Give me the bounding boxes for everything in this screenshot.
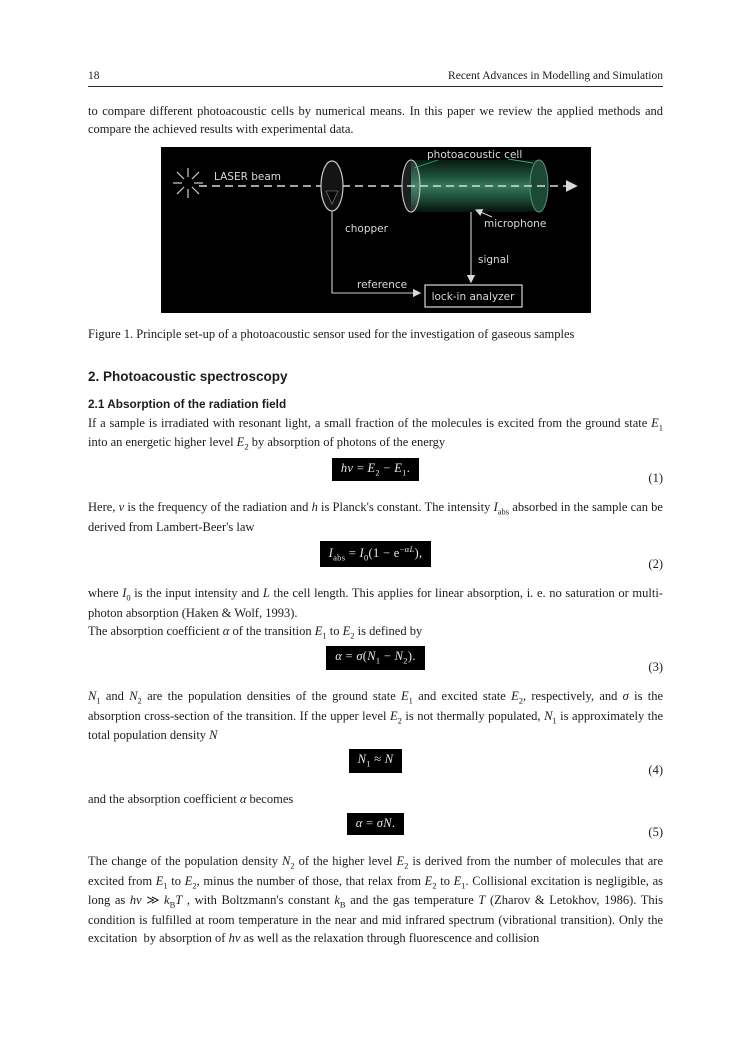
label-photoacoustic-cell: photoacoustic cell (426, 149, 522, 161)
page-number: 18 (88, 70, 100, 82)
label-lock-in-analyzer: lock-in analyzer (431, 291, 514, 303)
paragraph-absorption-intro: If a sample is irradiated with resonant light, a small fraction of the molecules is excited from the ground state $E_1$ into an energetic higher level $E_2$ by absorption of photons of the energy (88, 415, 663, 452)
equation-5-image: α = σN. (347, 813, 405, 835)
equation-4-image: $N_1 \approx N$ (349, 749, 403, 773)
running-title: Recent Advances in Modelling and Simulation (448, 70, 663, 82)
equation-3 (88, 646, 663, 674)
figure-1 (88, 147, 663, 344)
equation-1 (88, 458, 663, 486)
paragraph-intro: to compare different photoacoustic cells by numerical means. In this paper we review the applied methods and compare the achieved results with experimental data. (88, 104, 663, 136)
label-microphone: microphone (483, 218, 546, 230)
equation-1-number: (1) (648, 471, 663, 486)
equation-5 (88, 813, 663, 839)
figure-diagram (161, 147, 591, 313)
paragraph-alpha-def: The absorption coefficient α of the transition $E_1$ to $E_2$ is defined by (88, 623, 423, 641)
subsection-heading: 2.1 Absorption of the radiation field (88, 396, 287, 411)
equation-5-number: (5) (648, 824, 663, 839)
label-chopper: chopper (344, 223, 388, 235)
figure-caption: Figure 1. Principle set-up of a photoacoustic sensor used for the investigation of gaseous samples (88, 327, 575, 341)
photoacoustic-setup-diagram (161, 147, 591, 313)
label-laser-beam: LASER beam (213, 171, 281, 183)
paragraph-change-density: The change of the population density $N_2$ of the higher level $E_2$ is derived from the number of molecules that are excited from $E_1$ to $E_2$, minus the number of those, that relax from $E_2$ to $E_1$. Collisional excitation is negligible, as long as hν ≫ $k_BT$ , with Boltzmann's constant $k_B$ and the gas temperature T (Zharov & Letokhov, 1986). This condition is fulfilled at room temperature in the near and mid infrared spectrum (vibrational transition). Only the excitation by absorption of hν as well as the relaxation through fluorescence and collision (88, 853, 663, 945)
equation-3-image: $\alpha = \sigma(N_1 - N_2)$. (326, 646, 425, 670)
paragraph-lambert: where $I_0$ is the input intensity and L the cell length. This applies for linear absorption, i. e. no saturation or multi-photon absorption (Haken & Wolf, 1993). (88, 585, 663, 620)
page-header (88, 70, 663, 87)
paragraph-populations: $N_1$ and $N_2$ are the population densities of the ground state $E_1$ and excited state $E_2$, respectively, and σ is the absorption cross-section of the transition. If the upper level $E_2$ is not thermally populated, $N_1$ is approximately the total population density N (88, 688, 664, 743)
equation-2-image: $I_{abs} = I_0(1 - e^{-\alpha L})$, (320, 541, 432, 567)
equation-2 (88, 541, 663, 571)
equation-2-number: (2) (648, 556, 663, 571)
section-heading: 2. Photoacoustic spectroscopy (88, 368, 288, 384)
paragraph-alpha-becomes: and the absorption coefficient α becomes (88, 791, 294, 806)
paragraph-planck: Here, ν is the frequency of the radiation and h is Planck's constant. The intensity $I_{abs}$ absorbed in the sample can be derived from Lambert-Beer's law (88, 500, 663, 535)
equation-3-number: (3) (648, 659, 663, 674)
equation-4 (88, 749, 663, 777)
equation-4-number: (4) (648, 762, 663, 777)
equation-1-image: $h\nu = E_2 - E_1$. (332, 458, 419, 482)
label-reference: reference (356, 279, 407, 291)
label-signal: signal (477, 254, 509, 266)
laser-source-icon (173, 168, 203, 198)
